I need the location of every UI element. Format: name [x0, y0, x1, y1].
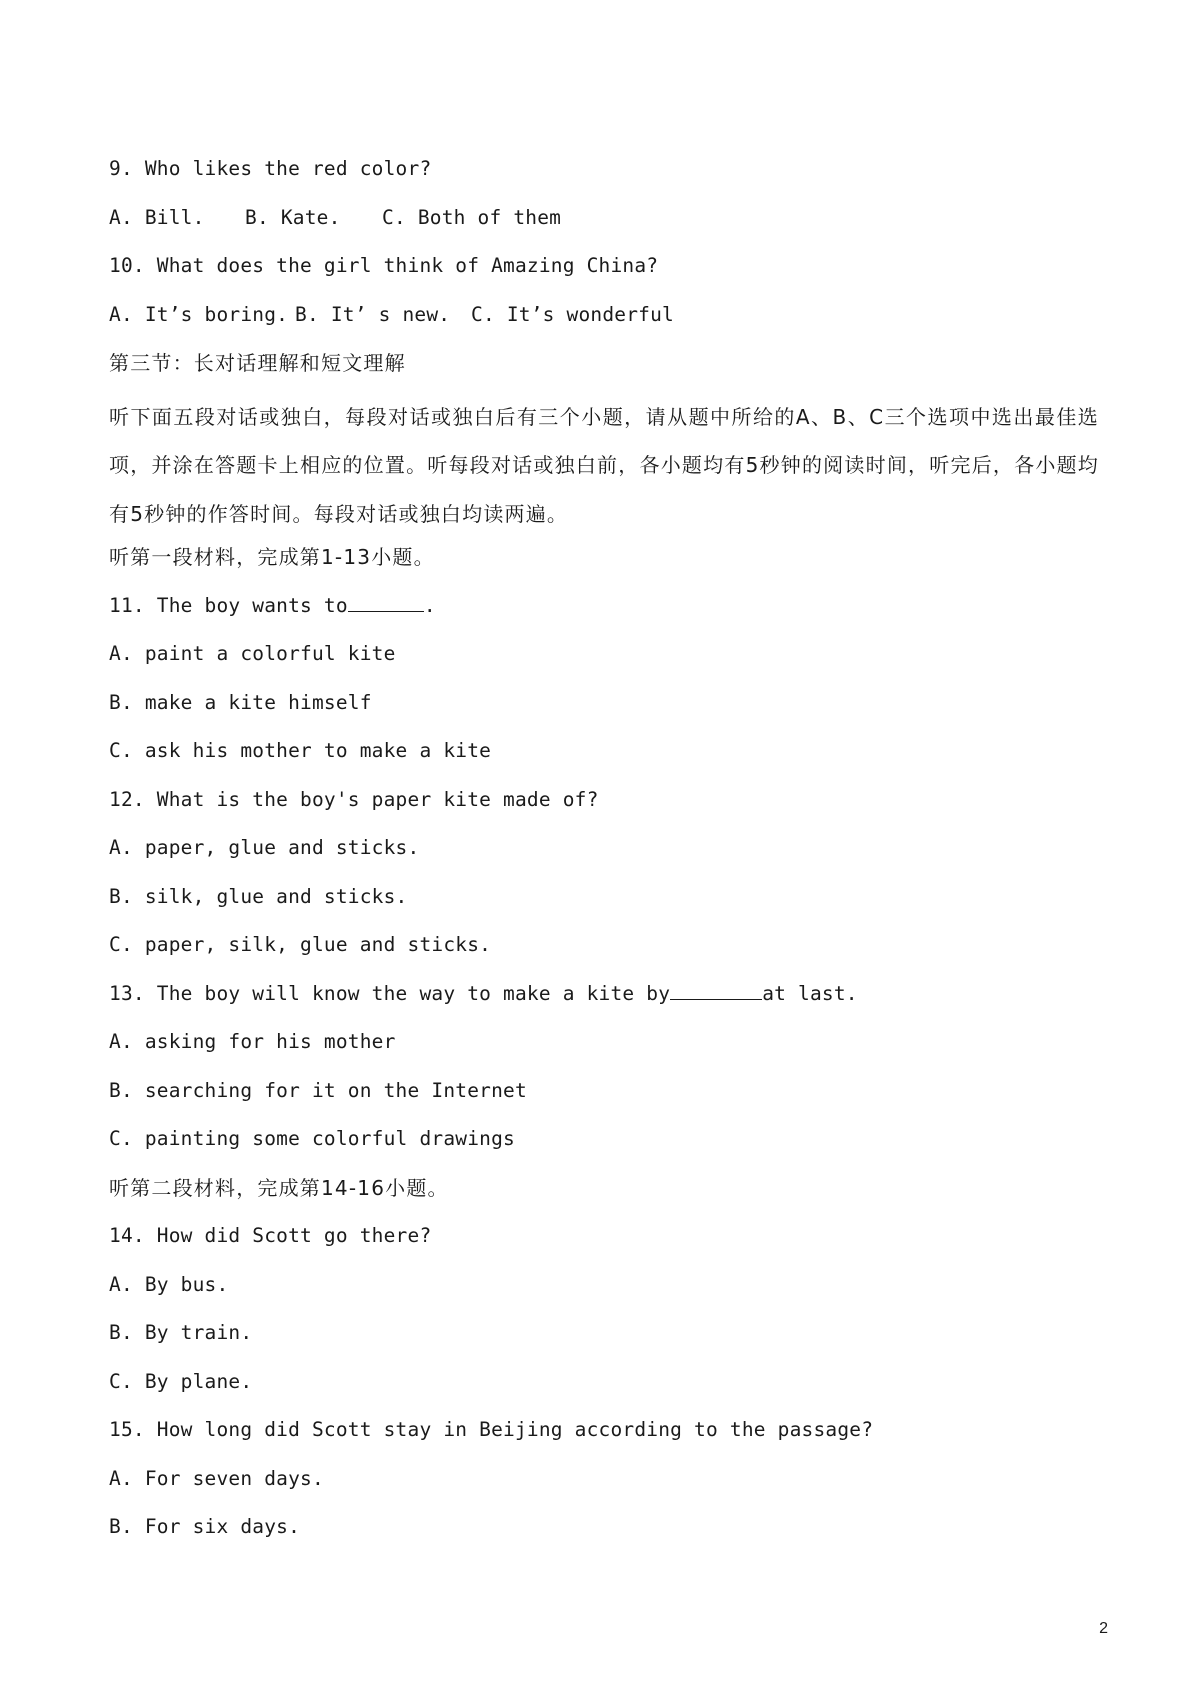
question-15-option-a: A. For seven days. — [109, 1466, 324, 1490]
question-14-option-c: C. By plane. — [109, 1369, 253, 1393]
question-10-options — [109, 296, 1099, 345]
question-15-stem: 15. How long did Scott stay in Beijing according to the passage? — [109, 1418, 874, 1441]
question-10-stem: 10. What does the girl think of Amazing China? — [109, 254, 659, 277]
question-9-options — [109, 199, 1099, 248]
question-10-option-c: C. It’s wonderful — [471, 302, 674, 326]
question-14-stem: 14. How did Scott go there? — [109, 1224, 432, 1247]
material-1-heading: 听第一段材料，完成第1-13小题。 — [109, 545, 435, 569]
question-13-stem-text: 13. The boy will know the way to make a kite by — [109, 981, 671, 1005]
question-9-option-a: A. Bill. — [109, 205, 205, 229]
question-10-option-b: B. It’ s new. — [295, 302, 451, 326]
page-content — [109, 150, 1099, 1557]
question-14-option-b: B. By train. — [109, 1321, 253, 1344]
question-11-stem — [109, 587, 1099, 636]
question-9-option-c: C. Both of them — [382, 205, 562, 229]
question-13-option-b: B. searching for it on the Internet — [109, 1078, 527, 1102]
question-13-stem-end: at last. — [762, 981, 858, 1005]
question-11-option-a: A. paint a colorful kite — [109, 642, 396, 665]
question-11-stem-end: . — [423, 593, 436, 617]
question-13-option-a: A. asking for his mother — [109, 1030, 396, 1053]
question-12-option-c: C. paper, silk, glue and sticks. — [109, 933, 492, 956]
question-9-stem: 9. Who likes the red color? — [109, 157, 432, 180]
section-3-title: 第三节：长对话理解和短文理解 — [109, 351, 406, 375]
section-3-instructions: 听下面五段对话或独白，每段对话或独白后有三个小题，请从题中所给的A、B、C三个选项中选出最佳选项，并涂在答题卡上相应的位置。听每段对话或独白前，各小题均有5秒钟的阅读时间，听完后，各小题均有5秒钟的作答时间。每段对话或独白均读两遍。 — [109, 404, 1099, 526]
question-11-option-c: C. ask his mother to make a kite — [109, 739, 492, 762]
answer-blank — [348, 587, 424, 612]
question-13-option-c: C. painting some colorful drawings — [109, 1127, 515, 1150]
question-11-option-b: B. make a kite himself — [109, 690, 372, 714]
question-12-stem: 12. What is the boy's paper kite made of? — [109, 787, 599, 811]
question-12-option-a: A. paper, glue and sticks. — [109, 836, 420, 859]
question-13-stem — [109, 975, 1099, 1024]
question-15-option-b: B. For six days. — [109, 1515, 301, 1538]
question-11-stem-text: 11. The boy wants to — [109, 593, 348, 617]
question-10-option-a: A. It’s boring. — [109, 302, 289, 326]
question-12-option-b: B. silk, glue and sticks. — [109, 884, 408, 908]
question-9-option-b: B. Kate. — [245, 205, 341, 229]
material-2-heading: 听第二段材料，完成第14-16小题。 — [109, 1175, 449, 1200]
question-14-option-a: A. By bus. — [109, 1272, 229, 1296]
answer-blank — [670, 975, 762, 1000]
page-number: 2 — [1099, 1620, 1108, 1637]
